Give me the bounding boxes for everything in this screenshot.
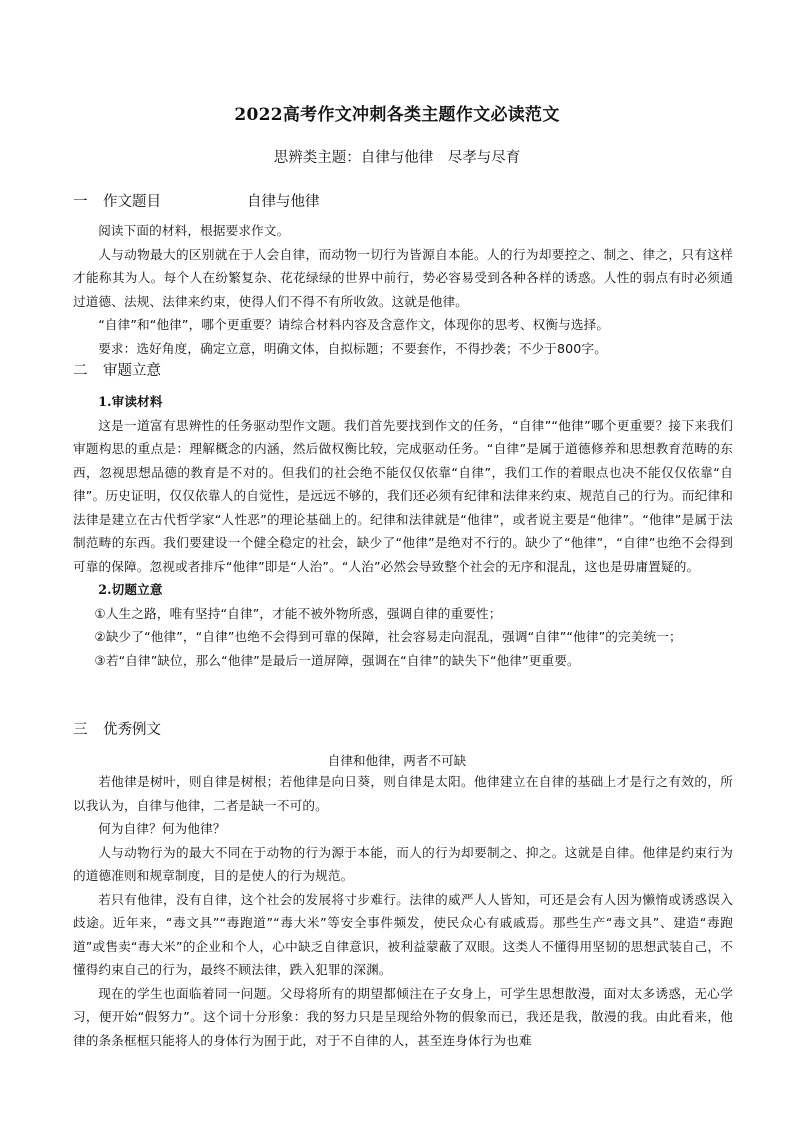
essay-paragraph: 若只有他律，没有自律，这个社会的发展将寸步难行。法律的威严人人皆知，可还是会有人因为懒惰或诱惑误入歧途。近年来，“毒文具”“毒跑道”“毒大米”等安全事件频发，使民众心有戚戚焉。那些生产“毒文具”、建造“毒跑道”或售卖“毒大米”的企业和个人，心中缺乏自律意识，被利益蒙蔽了双眼。这类人不懂得用坚韧的思想武装自己，不懂得约束自己的行为，最终不顾法律，跌入犯罪的深渊。 (73, 891, 733, 977)
thesis-point: ②缺少了“他律”，“自律”也绝不会得到可靠的保障，社会容易走向混乱，强调“自律”“他律”的完美统一； (94, 629, 682, 644)
essay-paragraph: 何为自律？何为他律？ (98, 821, 226, 836)
thesis-point: ①人生之路，唯有坚持“自律”，才能不被外物所惑，强调自律的重要性； (94, 605, 502, 621)
section-1-body (73, 219, 733, 360)
section-3-number: 三 (73, 722, 88, 738)
prompt-requirements: 要求：选好角度，确定立意，明确文体，自拟标题；不要套作，不得抄袭；不少于800字。 (98, 340, 607, 356)
essay-paragraph: 若他律是树叶，则自律是树根；若他律是向日葵，则自律是太阳。他律建立在自律的基础上才是行之有效的，所以我认为，自律与他律，二者是缺一不可的。 (73, 774, 733, 813)
section-2-heading (73, 361, 161, 381)
subheading-thesis: 2.切题立意 (98, 582, 163, 597)
thesis-point: ③若“自律”缺位，那么“他律”是最后一道屏障，强调在“自律”的缺失下“他律”更重要。 (94, 652, 580, 668)
analysis-paragraph: 这是一道富有思辨性的任务驱动型作文题。我们首先要找到作文的任务，“自律”“他律”哪个更重要？接下来我们审题构思的重点是：理解概念的内涵，然后做权衡比较，完成驱动任务。“自律”是属于道德修养和思想教育范畴的东西，忽视思想品德的教育是不对的。但我们的社会绝不能仅仅依靠“自律”，我们工作的着眼点也决不能仅仅依靠“自律”。历史证明，仅仅依靠人的自觉性，是远远不够的，我们还必须有纪律和法律来约束、规范自己的行为。而纪律和法律是建立在古代哲学家“人性恶”的理论基础上的。纪律和法律就是“他律”，或者说主要是“他律”。“他律”是属于法制范畴的东西。我们要建设一个健全稳定的社会，缺少了“他律”是绝对不行的。缺少了“他律”，“自律”也绝不会得到可靠的保障。忽视或者排斥“他律”即是“人治”。“人治”必然会导致整个社会的无序和混乱，这也是毋庸置疑的。 (73, 417, 733, 574)
section-3-heading (73, 720, 161, 740)
prompt-material: 人与动物最大的区别就在于人会自律，而动物一切行为皆源自本能。人的行为却要控之、制之、律之，只有这样才能称其为人。每个人在纷繁复杂、花花绿绿的世界中前行，势必容易受到各种各样的诱惑。人性的弱点有时必须通过道德、法规、法律来约束，使得人们不得不有所收敛。这就是他律。 (73, 246, 733, 309)
section-2-body (73, 390, 733, 672)
essay-title: 自律和他律，两者不可缺 (327, 753, 467, 768)
document-subtitle: 思辨类主题：自律与他律 尽孝与尽育 (273, 150, 521, 166)
essay-paragraph: 人与动物行为的最大不同在于动物的行为源于本能，而人的行为却要制之、抑之。这就是自律。他律是约束行为的道德准则和规章制度，目的是使人的行为规范。 (73, 844, 733, 883)
section-1-label: 作文题目 (103, 194, 161, 210)
section-1-number: 一 (73, 194, 88, 210)
section-1-topic: 自律与他律 (247, 194, 320, 210)
document-title: 2022高考作文冲刺各类主题作文必读范文 (234, 105, 560, 125)
section-3-label: 优秀例文 (103, 722, 161, 738)
essay-body (73, 770, 733, 1052)
section-1-heading (73, 192, 320, 212)
prompt-question: “自律”和“他律”，哪个更重要？请综合材料内容及含意作文，体现你的思考、权衡与选择。 (98, 317, 610, 332)
essay-paragraph: 现在的学生也面临着同一问题。父母将所有的期望都倾注在子女身上，可学生思想散漫，面对太多诱惑，无心学习，便开始“假努力”。这个词十分形象：我的努力只是呈现给外物的假象而已，我还是我，散漫的我。由此看来，他律的条条框框只能将人的身体行为囿于此，对于不自律的人，甚至连身体行为也难 (73, 985, 733, 1048)
section-2-number: 二 (73, 363, 88, 379)
section-2-label: 审题立意 (103, 363, 161, 379)
subheading-review-material: 1.审读材料 (98, 394, 163, 409)
prompt-intro: 阅读下面的材料，根据要求作文。 (98, 223, 290, 238)
